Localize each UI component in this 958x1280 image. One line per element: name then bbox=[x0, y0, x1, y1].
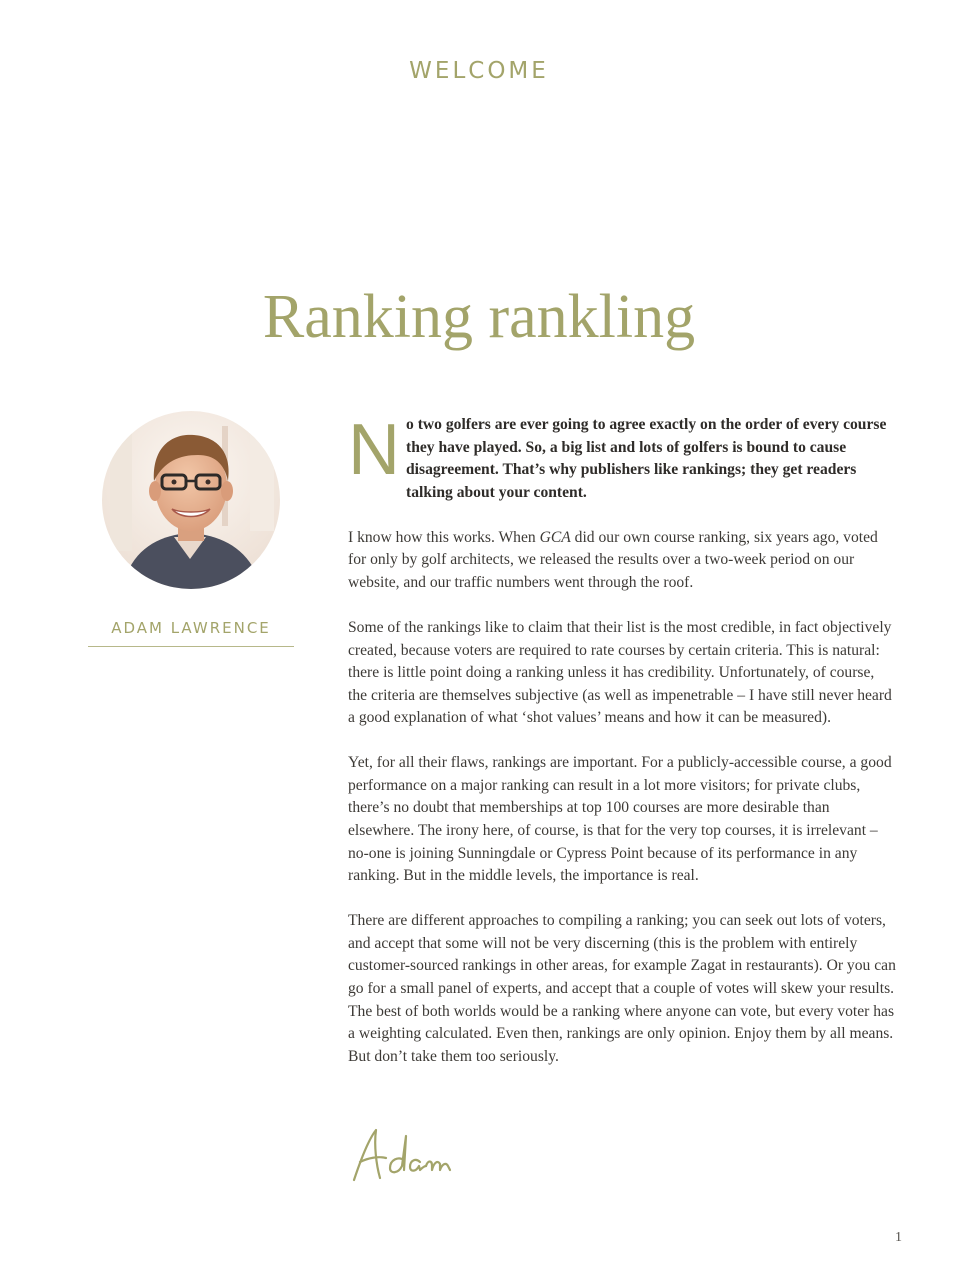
author-portrait bbox=[102, 411, 280, 589]
body-paragraph-2: Some of the rankings like to claim that their list is the most credible, in fact objectively created, because voters are required to rate courses by certain criteria. This is natural: there is little point doing a ranking unless it has credibility. Unfortunately, of course, the criteria are themselves subjective (as well as impenetrable – I have still never heard a good explanation of what ‘shot values’ means and how it can be measured). bbox=[348, 618, 892, 727]
author-divider bbox=[88, 646, 294, 647]
signature-image bbox=[346, 1122, 456, 1188]
body-paragraph-3: Yet, for all their flaws, rankings are important. For a publicly-accessible course, a good performance on a major ranking can result in a lot more visitors; for private clubs, there’s no doubt that memberships at top 100 courses are more desirable than elsewhere. The irony here, of course, is that for the very top courses, it is irrelevant – no-one is joining Sunningdale or Cypress Point because of its performance in any ranking. But in the middle levels, the importance is real. bbox=[348, 754, 892, 885]
page-number: 1 bbox=[895, 1230, 902, 1245]
article-body bbox=[348, 410, 896, 1091]
lede-paragraph bbox=[348, 410, 896, 504]
body-paragraph-4: There are different approaches to compiling a ranking; you can seek out lots of voters, and accept that some will not be very discerning (this is the problem with entirely customer-sourced rankings in other areas, for example Zagat in restaurants). Or you can go for a small panel of experts, and accept that a couple of votes will skew your results. The best of both worlds would be a ranking where anyone can vote, but every voter has a weighting calculated. Even then, rankings are only opinion. Enjoy them by all means. But don’t take them too seriously. bbox=[348, 912, 896, 1065]
page-title: Ranking rankling bbox=[262, 283, 696, 351]
publication-name: GCA bbox=[539, 528, 571, 546]
drop-cap: N bbox=[348, 410, 400, 490]
paragraph-text: I know how this works. When bbox=[348, 528, 540, 546]
author-photo-image bbox=[102, 411, 280, 589]
author-name: ADAM LAWRENCE bbox=[111, 619, 271, 637]
author-signature bbox=[346, 1122, 456, 1188]
body-paragraph-1 bbox=[348, 527, 896, 595]
lede-text: o two golfers are ever going to agree exactly on the order of every course they have played. So, a big list and lots of golfers is bound to cause disagreement. That’s why publishers like rankings; they get readers talking about your content. bbox=[406, 416, 887, 501]
paragraph-text: did our own course ranking, six years ago, voted for only by golf architects, we released the results over a two-week period on our website, and our traffic numbers went through the roof. bbox=[348, 528, 878, 591]
section-label: WELCOME bbox=[409, 58, 549, 84]
